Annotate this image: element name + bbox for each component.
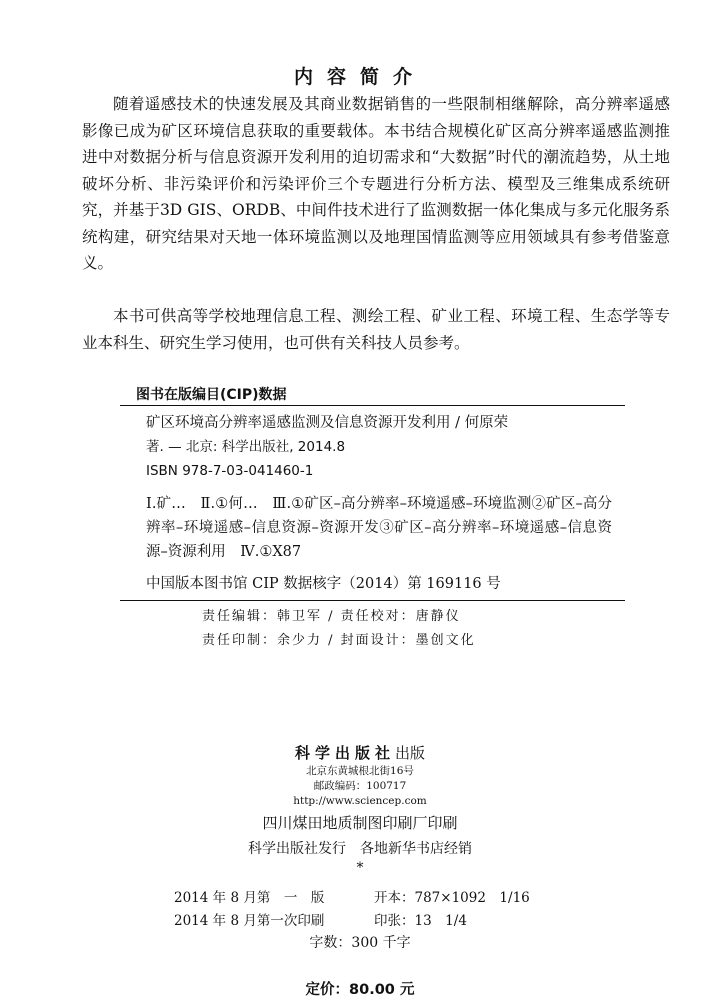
price: 定价：80.00 元 bbox=[305, 982, 415, 998]
cip-isbn: ISBN 978-7-03-041460-1 bbox=[146, 463, 314, 479]
cip-author-line: 著. — 北京: 科学出版社, 2014.8 bbox=[146, 439, 346, 455]
cip-book-line: 矿区环境高分辨率遥感监测及信息资源开发利用 / 何原荣 bbox=[146, 415, 509, 431]
publisher-address: 北京东黄城根北街16号 bbox=[306, 765, 414, 777]
separator-star: * bbox=[356, 860, 364, 876]
cip-classification: Ⅰ.矿… Ⅱ.①何… Ⅲ.①矿区–高分辨率–环境遥感–环境监测②矿区–高分辨率–环境遥感–信息资源–资源开发③矿区–高分辨率–环境遥感–信息资源–资源利用 Ⅳ.①X87 bbox=[146, 496, 612, 560]
intro-paragraph-1: 随着遥感技术的快速发展及其商业数据销售的一些限制相继解除，高分辨率遥感影像已成为矿区环境信息获取的重要载体。本书结合规模化矿区高分辨率遥感监测推进中对数据分析与信息资源开发利用的迫切需求和“大数据”时代的潮流趋势，从土地破坏分析、非污染评价和污染评价三个专题进行分析方法、模型及三维集成系统研究，并基于3D GIS、ORDB、中间件技术进行了监测数据一体化集成与多元化服务系统构建，研究结果对天地一体环境监测以及地理国情监测等应用领域具有参考借鉴意义。 bbox=[82, 95, 670, 272]
print-date: 2014 年 8 月第一次印刷 bbox=[174, 913, 325, 929]
intro-paragraph-2: 本书可供高等学校地理信息工程、测绘工程、矿业工程、环境工程、生态学等专业本科生、研究生学习使用，也可供有关科技人员参考。 bbox=[82, 307, 670, 352]
cip-library-record: 中国版本图书馆 CIP 数据核字（2014）第 169116 号 bbox=[146, 576, 501, 592]
distribution-line: 科学出版社发行 各地新华书店经销 bbox=[248, 841, 472, 857]
intro-title: 内容简介 bbox=[293, 66, 426, 88]
publisher-postcode: 邮政编码：100717 bbox=[313, 780, 407, 792]
word-count: 字数：300 千字 bbox=[309, 935, 411, 951]
book-format: 开本：787×1092 1/16 bbox=[374, 890, 530, 906]
publisher-line bbox=[0, 742, 720, 763]
cip-bottom-rule bbox=[120, 600, 625, 601]
cip-heading: 图书在版编目(CIP)数据 bbox=[136, 387, 287, 403]
print-sheets: 印张：13 1/4 bbox=[374, 913, 467, 929]
cip-top-rule bbox=[120, 405, 625, 406]
publisher-suffix: 出版 bbox=[395, 744, 426, 762]
publisher-name: 科学出版社 bbox=[294, 744, 395, 762]
edition-date: 2014 年 8 月第 一 版 bbox=[174, 890, 325, 906]
printer-line: 四川煤田地质制图印刷厂印刷 bbox=[262, 814, 458, 832]
publisher-url: http://www.sciencep.com bbox=[293, 795, 427, 807]
staff-editors: 责任编辑：韩卫军 / 责任校对：唐静仪 bbox=[202, 609, 461, 624]
staff-production: 责任印制：余少力 / 封面设计：墨创文化 bbox=[202, 633, 476, 648]
